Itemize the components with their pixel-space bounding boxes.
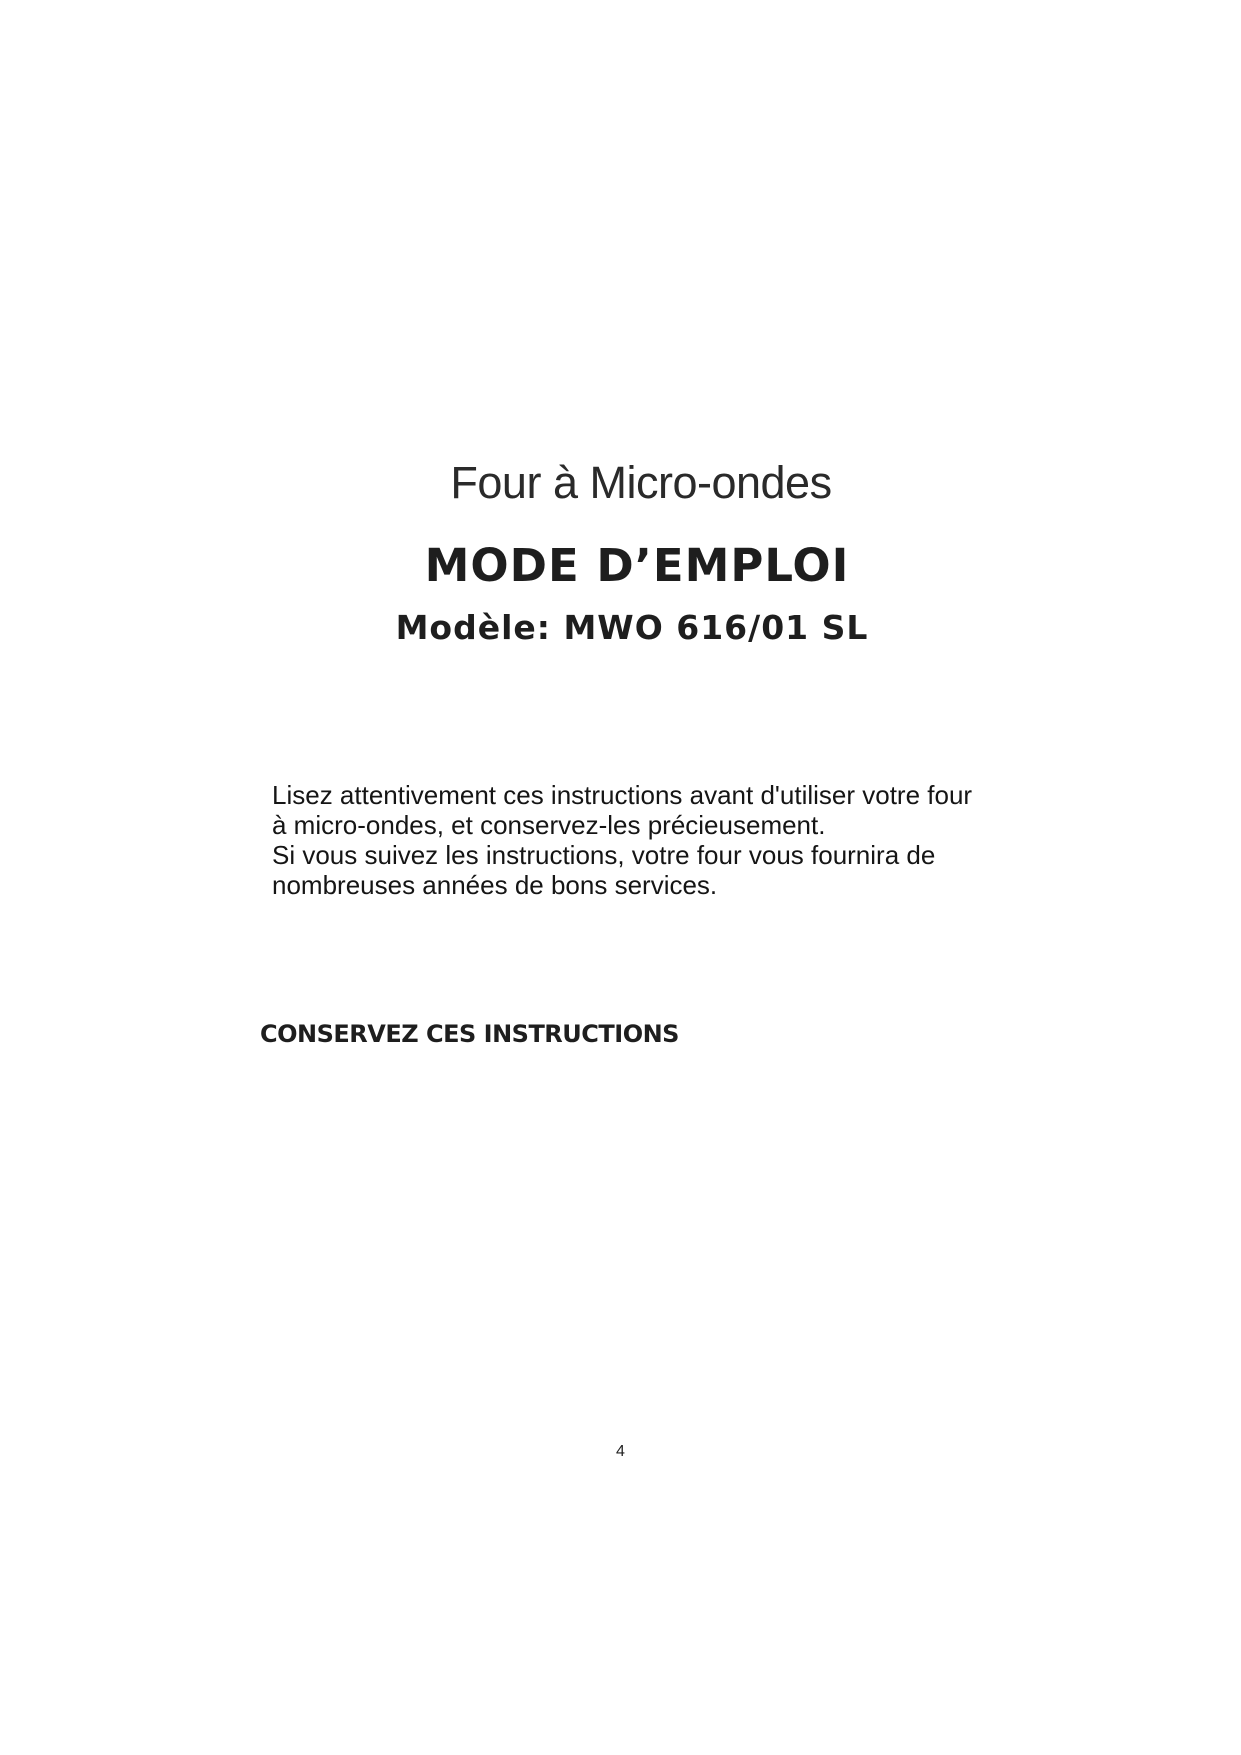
model-number: Modèle: MWO 616/01 SL xyxy=(395,608,869,647)
intro-line: Lisez attentivement ces instructions avant d'utiliser votre four xyxy=(272,780,973,810)
intro-line: Si vous suivez les instructions, votre four vous fournira de xyxy=(272,840,936,870)
keep-instructions-notice: CONSERVEZ CES INSTRUCTIONS xyxy=(260,1020,679,1048)
intro-paragraph xyxy=(272,780,1072,900)
page-title: MODE D’EMPLOI xyxy=(424,539,850,592)
page-number: 4 xyxy=(616,1443,625,1460)
intro-line: nombreuses années de bons services. xyxy=(272,870,718,900)
product-subtitle: Four à Micro-ondes xyxy=(450,457,832,508)
intro-line: à micro-ondes, et conservez-les précieusement. xyxy=(272,810,826,840)
